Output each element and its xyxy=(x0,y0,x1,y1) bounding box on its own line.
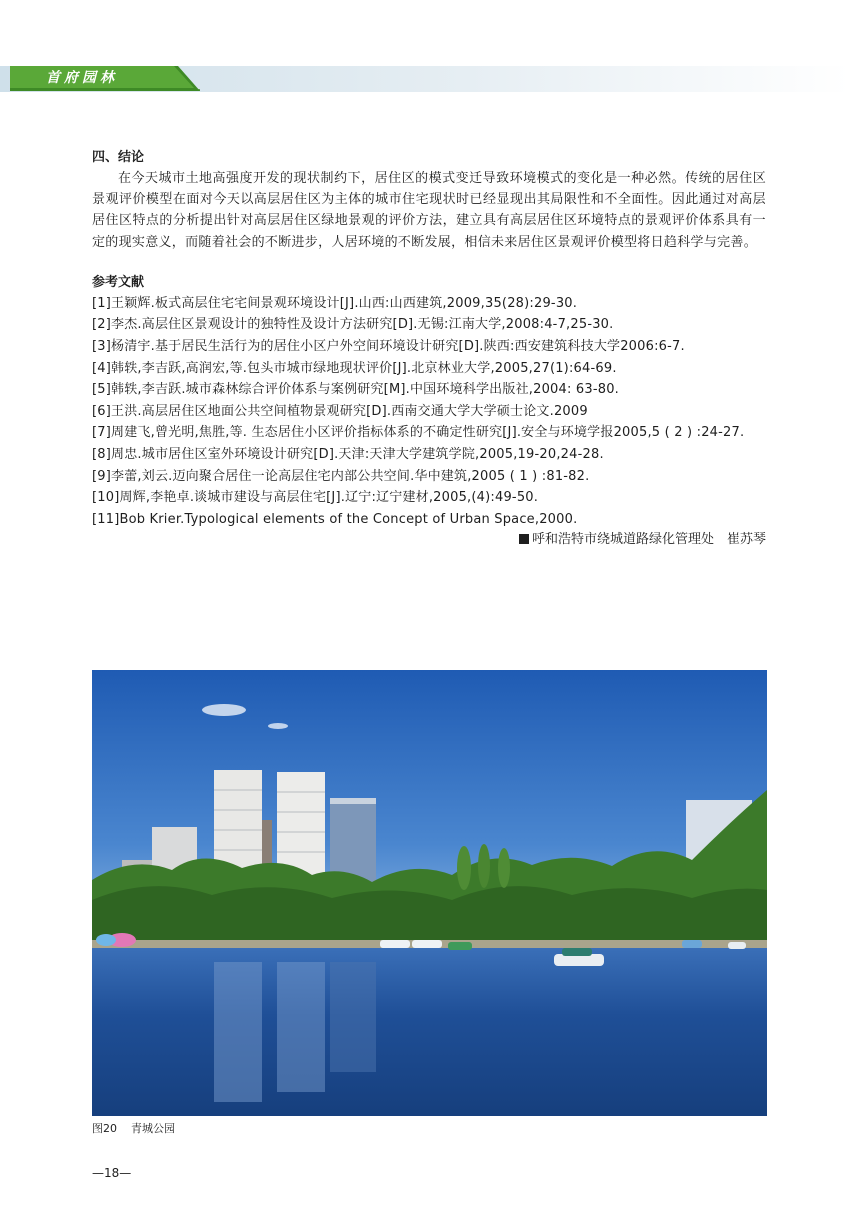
conclusion-paragraph: 在今天城市土地高强度开发的现状制约下，居住区的模式变迁导致环境模式的变化是一种必然。传统的居住区景观评价模型在面对今天以高层居住区为主体的城市住宅现状时已经显现出其局限性和不全面性。因此通过对高层居住区特点的分析提出针对高层居住区绿地景观的评价方法，建立具有高层居住区环境特点的景观评价体系具有一定的现实意义，而随着社会的不断进步，人居环境的不断发展，相信未来居住区景观评价模型将日趋科学与完善。 xyxy=(92,171,766,250)
figure-number: 图20 xyxy=(92,1122,117,1135)
figure-title: 青城公园 xyxy=(131,1122,175,1135)
reference-item-2: [2]李杰.高层住区景观设计的独特性及设计方法研究[D].无锡:江南大学,2008:4-7,25-30. xyxy=(92,317,614,333)
conclusion-heading: 四、结论 xyxy=(92,150,145,165)
reference-list xyxy=(92,293,766,531)
reference-item-5: [5]韩轶,李吉跃.城市森林综合评价体系与案例研究[M].中国环境科学出版社,2004: 63-80. xyxy=(92,382,620,398)
page-number: —18— xyxy=(92,1166,132,1180)
reference-item-10: [10]周辉,李艳卓.谈城市建设与高层住宅[J].辽宁:辽宁建材,2005,(4):49-50. xyxy=(92,490,539,506)
reference-item-1: [1]王颖辉.板式高层住宅宅间景观环境设计[J].山西:山西建筑,2009,35(28):29-30. xyxy=(92,295,578,311)
park-photo xyxy=(92,670,767,1116)
square-bullet-icon xyxy=(519,534,529,544)
header-title: 首府园林 xyxy=(46,70,118,86)
reference-item-9: [9]李蕾,刘云.迈向聚合居住一论高层住宅内部公共空间.华中建筑,2005 ( 1 ) :81-82. xyxy=(92,468,590,484)
reference-item-6: [6]王洪.高层居住区地面公共空间植物景观研究[D].西南交通大学大学硕士论文.2009 xyxy=(92,403,588,419)
references-heading: 参考文献 xyxy=(92,274,145,290)
author-line xyxy=(92,530,766,550)
reference-item-7: [7]周建飞,曾光明,焦胜,等. 生态居住小区评价指标体系的不确定性研究[J].安全与环境学报2005,5 ( 2 ) :24-27. xyxy=(92,425,745,441)
author-text: 呼和浩特市绕城道路绿化管理处 崔苏琴 xyxy=(531,532,766,548)
article-body xyxy=(92,148,766,550)
figure-caption xyxy=(92,1121,175,1137)
park-photo-illustration xyxy=(92,670,767,1116)
reference-item-3: [3]杨清宇.基于居民生活行为的居住小区户外空间环境设计研究[D].陕西:西安建筑科技大学2006:6-7. xyxy=(92,339,685,354)
reference-item-4: [4]韩轶,李吉跃,高润宏,等.包头市城市绿地现状评价[J].北京林业大学,2005,27(1):64-69. xyxy=(92,360,617,376)
reference-item-8: [8]周忠.城市居住区室外环境设计研究[D].天津:天津大学建筑学院,2005,19-20,24-28. xyxy=(92,446,604,462)
reference-item-11: [11]Bob Krier.Typological elements of the Concept of Urban Space,2000. xyxy=(92,511,578,527)
